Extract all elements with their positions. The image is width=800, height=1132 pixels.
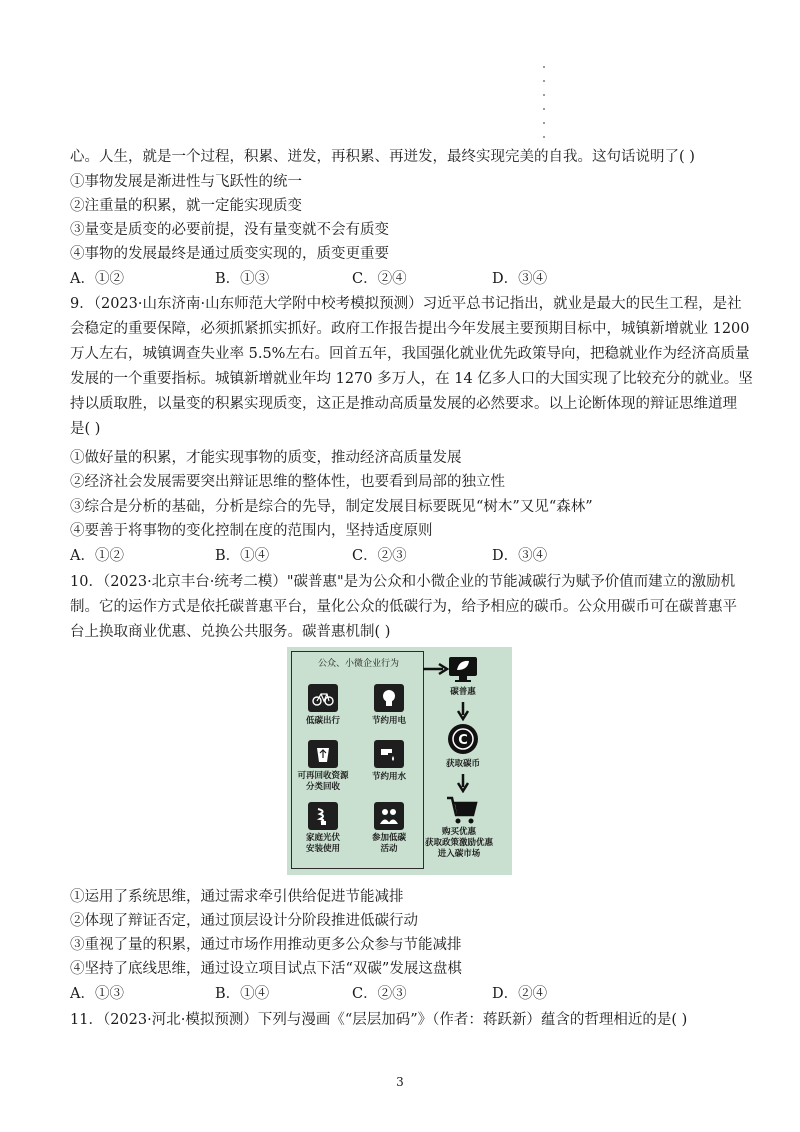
people-icon [374, 802, 404, 830]
q10-item-1: ①运用了系统思维，通过需求牵引供给促进节能减排 [70, 889, 404, 905]
step-label: 碳普惠 [450, 687, 476, 697]
page-number: 3 [396, 1075, 404, 1089]
tile-label: 可再回收资源 分类回收 [297, 771, 349, 792]
q9-stem-line: 9．（2023·山东济南·山东师范大学附中校考模拟预测）习近平总书记指出，就业是最大的民生工程，是社 [70, 296, 742, 312]
q10-stem-line: 10．（2023·北京丰台·统考二模）"碳普惠"是为公众和小微企业的节能减碳行为赋予价值而建立的激励机 [70, 574, 736, 590]
step-label: 购买优惠 获取政策激励优惠 进入碳市场 [424, 827, 493, 859]
option-a: A．①③ [70, 986, 124, 1002]
arrow-down-icon [455, 773, 471, 793]
monitor-leaf-icon [447, 655, 479, 683]
q9-options [70, 546, 710, 566]
q10-stem-line: 制。它的运作方式是依托碳普惠平台，量化公众的低碳行为，给予相应的碳币。公众用碳币可在碳普惠平 [70, 599, 737, 615]
q9-stem-line: 持以质取胜，以量变的积累实现质变，这正是推动高质量发展的必然要求。以上论断体现的辩证思维道理 [70, 396, 737, 412]
option-b: B．①④ [215, 986, 270, 1002]
q10-options [70, 984, 710, 1004]
svg-text:C: C [458, 733, 468, 748]
option-c: C．②④ [352, 271, 407, 287]
option-a: A．①② [70, 548, 124, 564]
carbon-coin-icon [447, 723, 479, 755]
option-b: B．①④ [215, 548, 270, 564]
option-a: A．①② [70, 271, 124, 287]
tile-label: 节约用水 [371, 772, 406, 782]
q8-stem: 心。人生，就是一个过程，积累、迸发，再积累、再迸发，最终实现完美的自我。这句话说明了( ) [70, 149, 695, 165]
tile-label: 家庭光伏 安装使用 [305, 833, 340, 854]
q9-stem-line: 发展的一个重要指标。城镇新增就业年均 1270 多万人，在 14 亿多人口的大国实现了比较充分的就业。坚 [70, 371, 753, 387]
scan-dots [542, 60, 546, 142]
q8-item-3: ③量变是质变的必要前提，没有量变就不会有质变 [70, 222, 389, 238]
option-d: D．②④ [492, 986, 548, 1002]
q11-stem: 11．（2023·河北·模拟预测）下列与漫画《“层层加码”》（作者：蒋跃新）蕴含的哲理相近的是( ) [70, 1012, 688, 1028]
q9-stem-line: 会稳定的重要保障，必须抓紧抓实抓好。政府工作报告提出今年发展主要预期目标中，城镇新增就业 1200 [70, 321, 750, 337]
q9-item-2: ②经济社会发展需要突出辩证思维的整体性，也要看到局部的独立性 [70, 474, 505, 490]
tile-label: 参加低碳 活动 [371, 833, 406, 854]
q10-stem-line: 台上换取商业优惠、兑换公共服务。碳普惠机制( ) [70, 624, 391, 640]
option-c: C．②③ [352, 986, 407, 1002]
behavior-panel [291, 651, 424, 869]
q9-item-1: ①做好量的积累，才能实现事物的质变，推动经济高质量发展 [70, 450, 462, 466]
option-c: C．②③ [352, 548, 407, 564]
q8-item-4: ④事物的发展最终是通过质变实现的，质变更重要 [70, 246, 389, 262]
option-b: B．①③ [215, 271, 270, 287]
tile-label: 低碳出行 [305, 716, 340, 726]
faucet-icon [374, 740, 404, 768]
arrow-down-icon [455, 701, 471, 721]
option-d: D．③④ [492, 548, 548, 564]
shopping-cart-icon [445, 795, 479, 825]
recycle-bin-icon [308, 740, 338, 768]
q9-stem-line: 万人左右，城镇调查失业率 5.5%左右。回首五年，我国强化就业优先政策导向，把稳就业作为经济高质量 [70, 346, 750, 362]
q8-item-2: ②注重量的积累，就一定能实现质变 [70, 198, 302, 214]
q10-item-4: ④坚持了底线思维，通过设立项目试点下活“双碳”发展这盘棋 [70, 961, 462, 977]
lightbulb-icon [374, 684, 404, 712]
panel-title: 公众、小微企业行为 [317, 659, 399, 669]
q10-item-2: ②体现了辩证否定，通过顶层设计分阶段推进低碳行动 [70, 913, 418, 929]
bicycle-icon [308, 684, 338, 712]
energy-saving-bulb-icon [308, 802, 338, 830]
q8-options [70, 269, 710, 289]
q8-item-1: ①事物发展是渐进性与飞跃性的统一 [70, 174, 302, 190]
step-label: 获取碳币 [445, 759, 480, 769]
q9-item-4: ④要善于将事物的变化控制在度的范围内，坚持适度原则 [70, 523, 433, 539]
q9-stem-line: 是( ) [70, 421, 101, 437]
tile-label: 节约用电 [371, 716, 406, 726]
q9-item-3: ③综合是分析的基础，分析是综合的先导，制定发展目标要既见“树木”又见“森林” [70, 499, 593, 515]
carbon-inclusion-figure [287, 647, 512, 875]
option-d: D．③④ [492, 271, 548, 287]
q10-item-3: ③重视了量的积累，通过市场作用推动更多公众参与节能减排 [70, 937, 462, 953]
